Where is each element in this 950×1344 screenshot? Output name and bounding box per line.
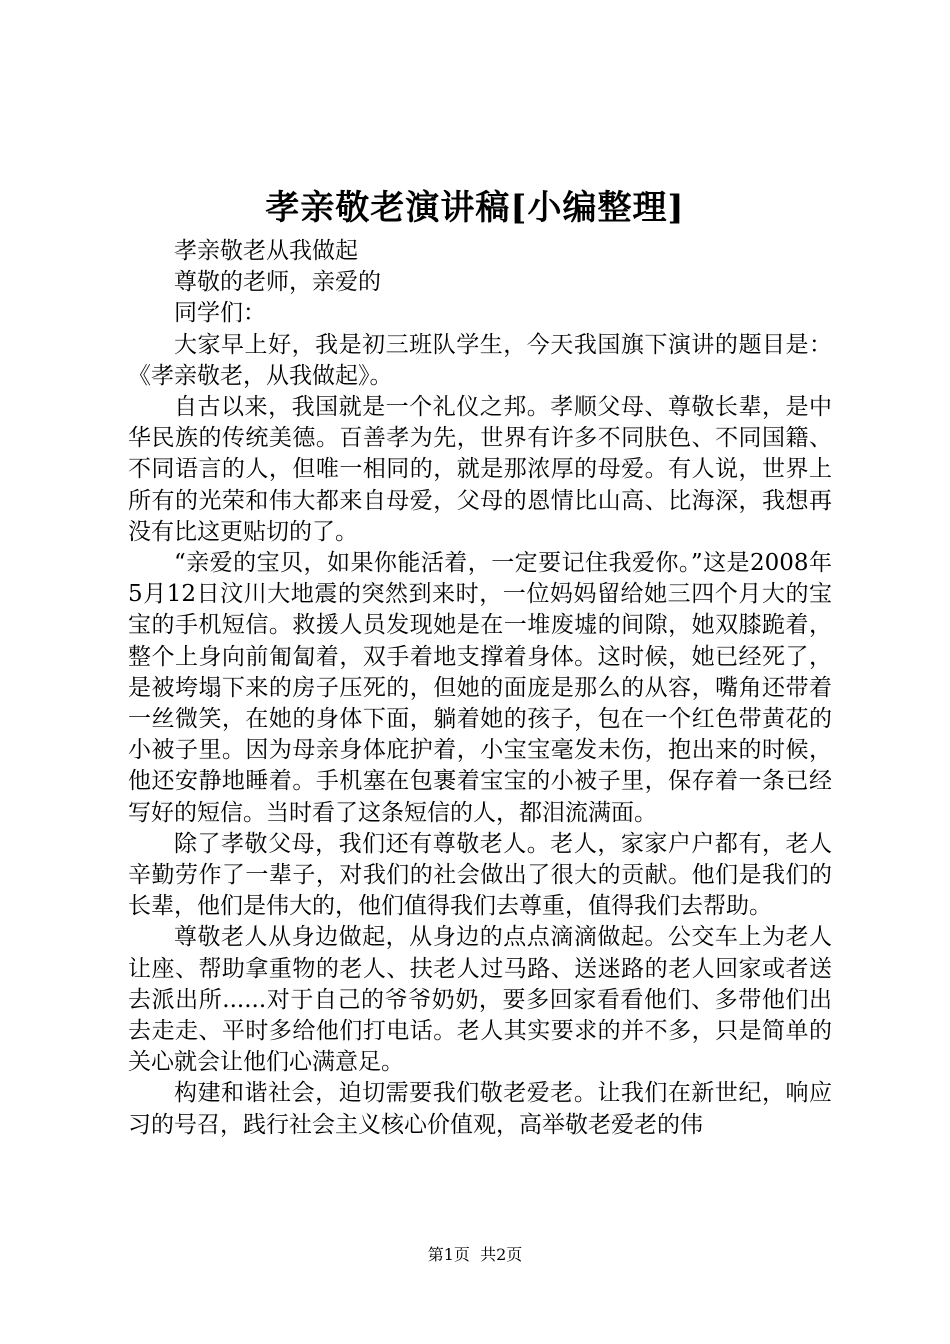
paragraph: 孝亲敬老从我做起 <box>174 238 358 264</box>
paragraph: “亲爱的宝贝，如果你能活着，一定要记住我爱你。”这是2008年5月12日汶川大地震的突然到来时，一位妈妈留给她三四个月大的宝宝的手机短信。救援人员发现她是在一堆废墟的间隙，她双膝跪着，整个上身向前匍匐着，双手着地支撑着身体。这时候，她已经死了，是被垮塌下来的房子压死的，但她的面庞是那么的从容，嘴角还带着一丝微笑，在她的身体下面，躺着她的孩子，包在一个红色带黄花的小被子里。因为母亲身体庇护着，小宝宝毫发未伤，抱出来的时候，他还安静地睡着。手机塞在包裹着宝宝的小被子里，保存着一条已经写好的短信。当时看了这条短信的人，都泪流满面。 <box>128 550 832 826</box>
page-number-footer: 第1页 共2页 <box>427 1245 523 1264</box>
paragraph: 自古以来，我国就是一个礼仪之邦。孝顺父母、尊敬长辈，是中华民族的传统美德。百善孝为先，世界有许多不同肤色、不同国籍、不同语言的人，但唯一相同的，就是那浓厚的母爱。有人说，世界上所有的光荣和伟大都来自母爱，父母的恩情比山高、比海深，我想再没有比这更贴切的了。 <box>128 394 832 545</box>
paragraph: 尊敬的老师，亲爱的 <box>174 269 381 296</box>
paragraph: 构建和谐社会，迫切需要我们敬老爱老。让我们在新世纪，响应习的号召，践行社会主义核心价值观，高举敬老爱老的伟 <box>128 1080 832 1138</box>
paragraph: 大家早上好，我是初三班队学生，今天我国旗下演讲的题目是：《孝亲敬老，从我做起》。 <box>128 331 832 389</box>
document-title: 孝亲敬老演讲稿[小编整理] <box>265 188 685 228</box>
document-body <box>128 236 832 1141</box>
paragraph: 尊敬老人从身边做起，从身边的点点滴滴做起。公交车上为老人让座、帮助拿重物的老人、扶老人过马路、送迷路的老人回家或者送去派出所......对于自己的爷爷奶奶，要多回家看看他们、多带他们出去走走、平时多给他们打电话。老人其实要求的并不多，只是简单的关心就会让他们心满意足。 <box>128 924 832 1076</box>
paragraph: 除了孝敬父母，我们还有尊敬老人。老人，家家户户都有，老人辛勤劳作了一辈子，对我们的社会做出了很大的贡献。他们是我们的长辈，他们是伟大的，他们值得我们去尊重，值得我们去帮助。 <box>128 830 832 920</box>
paragraph: 同学们： <box>174 300 266 327</box>
